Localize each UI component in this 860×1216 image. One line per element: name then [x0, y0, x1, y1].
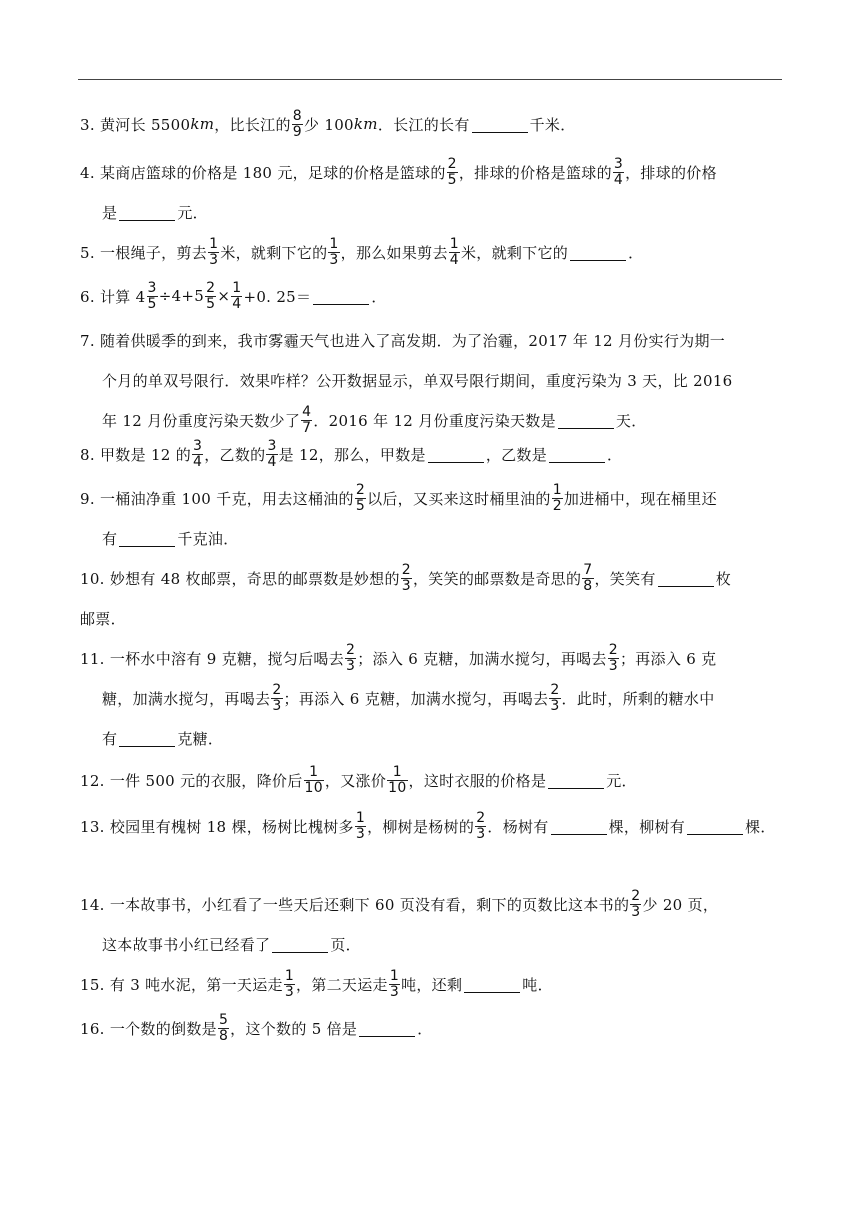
question-text: 是 12，那么，甲数是	[278, 445, 426, 464]
question-15	[80, 964, 784, 1004]
question-text: 以后，又买来这时桶里油的	[367, 489, 551, 508]
question-text: 3. 黄河长 5500	[80, 115, 191, 134]
question-text: ．此时，所剩的糖水中	[561, 689, 715, 708]
question-text: ，笑笑有	[594, 569, 656, 588]
question-text: 米，就剩下它的	[220, 243, 328, 262]
fraction: $\frac{4}{7}$	[302, 403, 312, 436]
question-text: 13. 校园里有槐树 18 棵，杨树比槐树多	[80, 817, 354, 836]
fraction: $\frac{2}{3}$	[550, 681, 560, 714]
question-16	[80, 1008, 784, 1048]
answer-blank[interactable]	[119, 204, 175, 221]
question-14	[80, 884, 784, 964]
question-text: 少 100	[303, 115, 354, 134]
answer-blank[interactable]	[549, 446, 605, 463]
fraction: $\frac{5}{8}$	[218, 1011, 229, 1044]
question-3	[80, 104, 784, 144]
fraction: $\frac{1}{3}$	[209, 235, 219, 268]
question-text: ，排球的价格	[625, 163, 717, 182]
question-text: ，乙数的	[204, 445, 266, 464]
fraction: $\frac{1}{4}$	[232, 279, 242, 312]
question-text: ，比长江的	[214, 115, 291, 134]
question-text: 米，就剩下它的	[460, 243, 569, 262]
fraction: $\frac{1}{10}$	[388, 763, 407, 796]
answer-blank[interactable]	[359, 1020, 415, 1037]
question-text: 有	[102, 529, 118, 548]
answer-blank[interactable]	[119, 730, 175, 747]
unit-km: km	[353, 115, 378, 133]
question-4	[80, 152, 784, 232]
question-5	[80, 232, 784, 272]
fraction: $\frac{2}{3}$	[401, 561, 411, 594]
question-text: 邮票．	[80, 609, 126, 628]
fraction: $\frac{7}{8}$	[583, 561, 593, 594]
question-text: 元．	[606, 771, 637, 790]
question-text: ．	[607, 445, 623, 464]
question-text: ．长江的长有	[377, 115, 470, 134]
question-text: ，排球的价格是篮球的	[458, 163, 612, 182]
fraction: $\frac{1}{2}$	[552, 481, 562, 514]
answer-blank[interactable]	[687, 818, 743, 835]
question-text: 4. 某商店篮球的价格是 180 元，足球的价格是篮球的	[80, 163, 446, 182]
fraction: $\frac{2}{3}$	[476, 809, 486, 842]
question-text: 是	[102, 203, 118, 222]
fraction: $\frac{1}{3}$	[389, 967, 400, 1000]
fraction: $\frac{1}{3}$	[329, 235, 339, 268]
question-text: 6. 计算 4	[80, 287, 146, 306]
question-text: ，柳树是杨树的	[367, 817, 475, 836]
question-text: ．2016 年 12 月份重度污染天数是	[313, 411, 556, 430]
question-text: ，乙数是	[485, 445, 548, 464]
question-text: ，笑笑的邮票数是奇思的	[412, 569, 582, 588]
question-text: 少 20 页，	[642, 895, 719, 914]
question-text: 吨．	[522, 975, 553, 994]
question-text: ．	[371, 287, 387, 306]
fraction: $\frac{1}{3}$	[284, 967, 295, 1000]
question-7	[80, 320, 784, 440]
question-10	[80, 558, 784, 638]
question-text: ，这个数的 5 倍是	[230, 1019, 358, 1038]
question-text: 千米．	[529, 115, 576, 134]
question-text: 吨，还剩	[401, 975, 463, 994]
question-text: ，第二天运走	[296, 975, 388, 994]
question-text: 克糖．	[177, 729, 224, 748]
question-text: ，这时衣服的价格是	[408, 771, 547, 790]
fraction: $\frac{1}{4}$	[449, 235, 459, 268]
fraction: $\frac{2}{3}$	[272, 681, 282, 714]
fraction: $\frac{3}{4}$	[193, 437, 203, 470]
answer-blank[interactable]	[558, 412, 614, 429]
question-text: 这本故事书小红已经看了	[102, 935, 271, 954]
question-text: 棵．	[745, 817, 776, 836]
question-6	[80, 276, 784, 316]
unit-km: km	[190, 115, 215, 133]
question-text: 7. 随着供暖季的到来，我市雾霾天气也进入了高发期．为了治霾，2017 年 12 月份实行为期一	[80, 331, 726, 350]
question-9	[80, 478, 784, 558]
fraction: $\frac{3}{5}$	[147, 279, 157, 312]
question-8	[80, 434, 784, 474]
fraction: $\frac{3}{4}$	[267, 437, 277, 470]
question-text: 10. 妙想有 48 枚邮票，奇思的邮票数是妙想的	[80, 569, 400, 588]
answer-blank[interactable]	[472, 116, 528, 133]
question-text: ．杨树有	[487, 817, 549, 836]
question-text: 年 12 月份重度污染天数少了	[102, 411, 301, 430]
fraction: $\frac{2}{5}$	[447, 155, 457, 188]
question-text: ；添入 6 克糖，加满水搅匀，再喝去	[357, 649, 607, 668]
question-text: 千克油．	[177, 529, 239, 548]
question-text: ÷4+5	[158, 287, 205, 305]
answer-blank[interactable]	[658, 570, 714, 587]
fraction: $\frac{2}{3}$	[346, 641, 356, 674]
question-12	[80, 760, 784, 800]
fraction: $\frac{1}{3}$	[355, 809, 366, 842]
question-text: 糖，加满水搅匀，再喝去	[102, 689, 271, 708]
question-text: ；再添入 6 克糖，加满水搅匀，再喝去	[283, 689, 549, 708]
answer-blank[interactable]	[551, 818, 607, 835]
question-11	[80, 638, 784, 758]
answer-blank[interactable]	[570, 244, 626, 261]
question-text: ；再添入 6 克	[619, 649, 717, 668]
question-text: 棵，柳树有	[608, 817, 686, 836]
fraction: $\frac{1}{10}$	[304, 763, 323, 796]
fraction: $\frac{8}{9}$	[292, 107, 302, 140]
answer-blank[interactable]	[464, 976, 520, 993]
answer-blank[interactable]	[313, 288, 369, 305]
answer-blank[interactable]	[272, 936, 328, 953]
question-text: 枚	[715, 569, 732, 588]
question-text: ，又涨价	[324, 771, 387, 790]
question-text: ．	[417, 1019, 433, 1038]
header-rule	[78, 79, 782, 80]
question-text: ，那么如果剪去	[340, 243, 448, 262]
question-text: 11. 一杯水中溶有 9 克糖，搅匀后喝去	[80, 649, 345, 668]
question-13	[80, 806, 784, 846]
question-text: 元．	[177, 203, 208, 222]
question-text: 12. 一件 500 元的衣服，降价后	[80, 771, 303, 790]
question-text: 15. 有 3 吨水泥，第一天运走	[80, 975, 283, 994]
question-text: 页．	[330, 935, 361, 954]
fraction: $\frac{2}{5}$	[206, 279, 216, 312]
fraction: $\frac{2}{3}$	[608, 641, 618, 674]
question-text: 有	[102, 729, 118, 748]
question-text: ×	[217, 287, 231, 305]
fraction: $\frac{2}{3}$	[631, 887, 641, 920]
question-text: 14. 一本故事书，小红看了一些天后还剩下 60 页没有看，剩下的页数比这本书的	[80, 895, 630, 914]
question-text: 加进桶中，现在桶里还	[563, 489, 717, 508]
question-text: 9. 一桶油净重 100 千克，用去这桶油的	[80, 489, 354, 508]
answer-blank[interactable]	[119, 530, 175, 547]
fraction: $\frac{2}{5}$	[355, 481, 366, 514]
question-text: 5. 一根绳子，剪去	[80, 243, 208, 262]
answer-blank[interactable]	[548, 772, 604, 789]
question-text: 16. 一个数的倒数是	[80, 1019, 217, 1038]
fraction: $\frac{3}{4}$	[613, 155, 624, 188]
question-text: 个月的单双号限行．效果咋样？公开数据显示，单双号限行期间，重度污染为 3 天，比 2016	[102, 371, 733, 390]
question-text: +0. 25＝	[243, 287, 312, 306]
question-text: ．	[628, 243, 644, 262]
question-text: 天．	[615, 411, 647, 430]
answer-blank[interactable]	[428, 446, 484, 463]
question-text: 8. 甲数是 12 的	[80, 445, 192, 464]
